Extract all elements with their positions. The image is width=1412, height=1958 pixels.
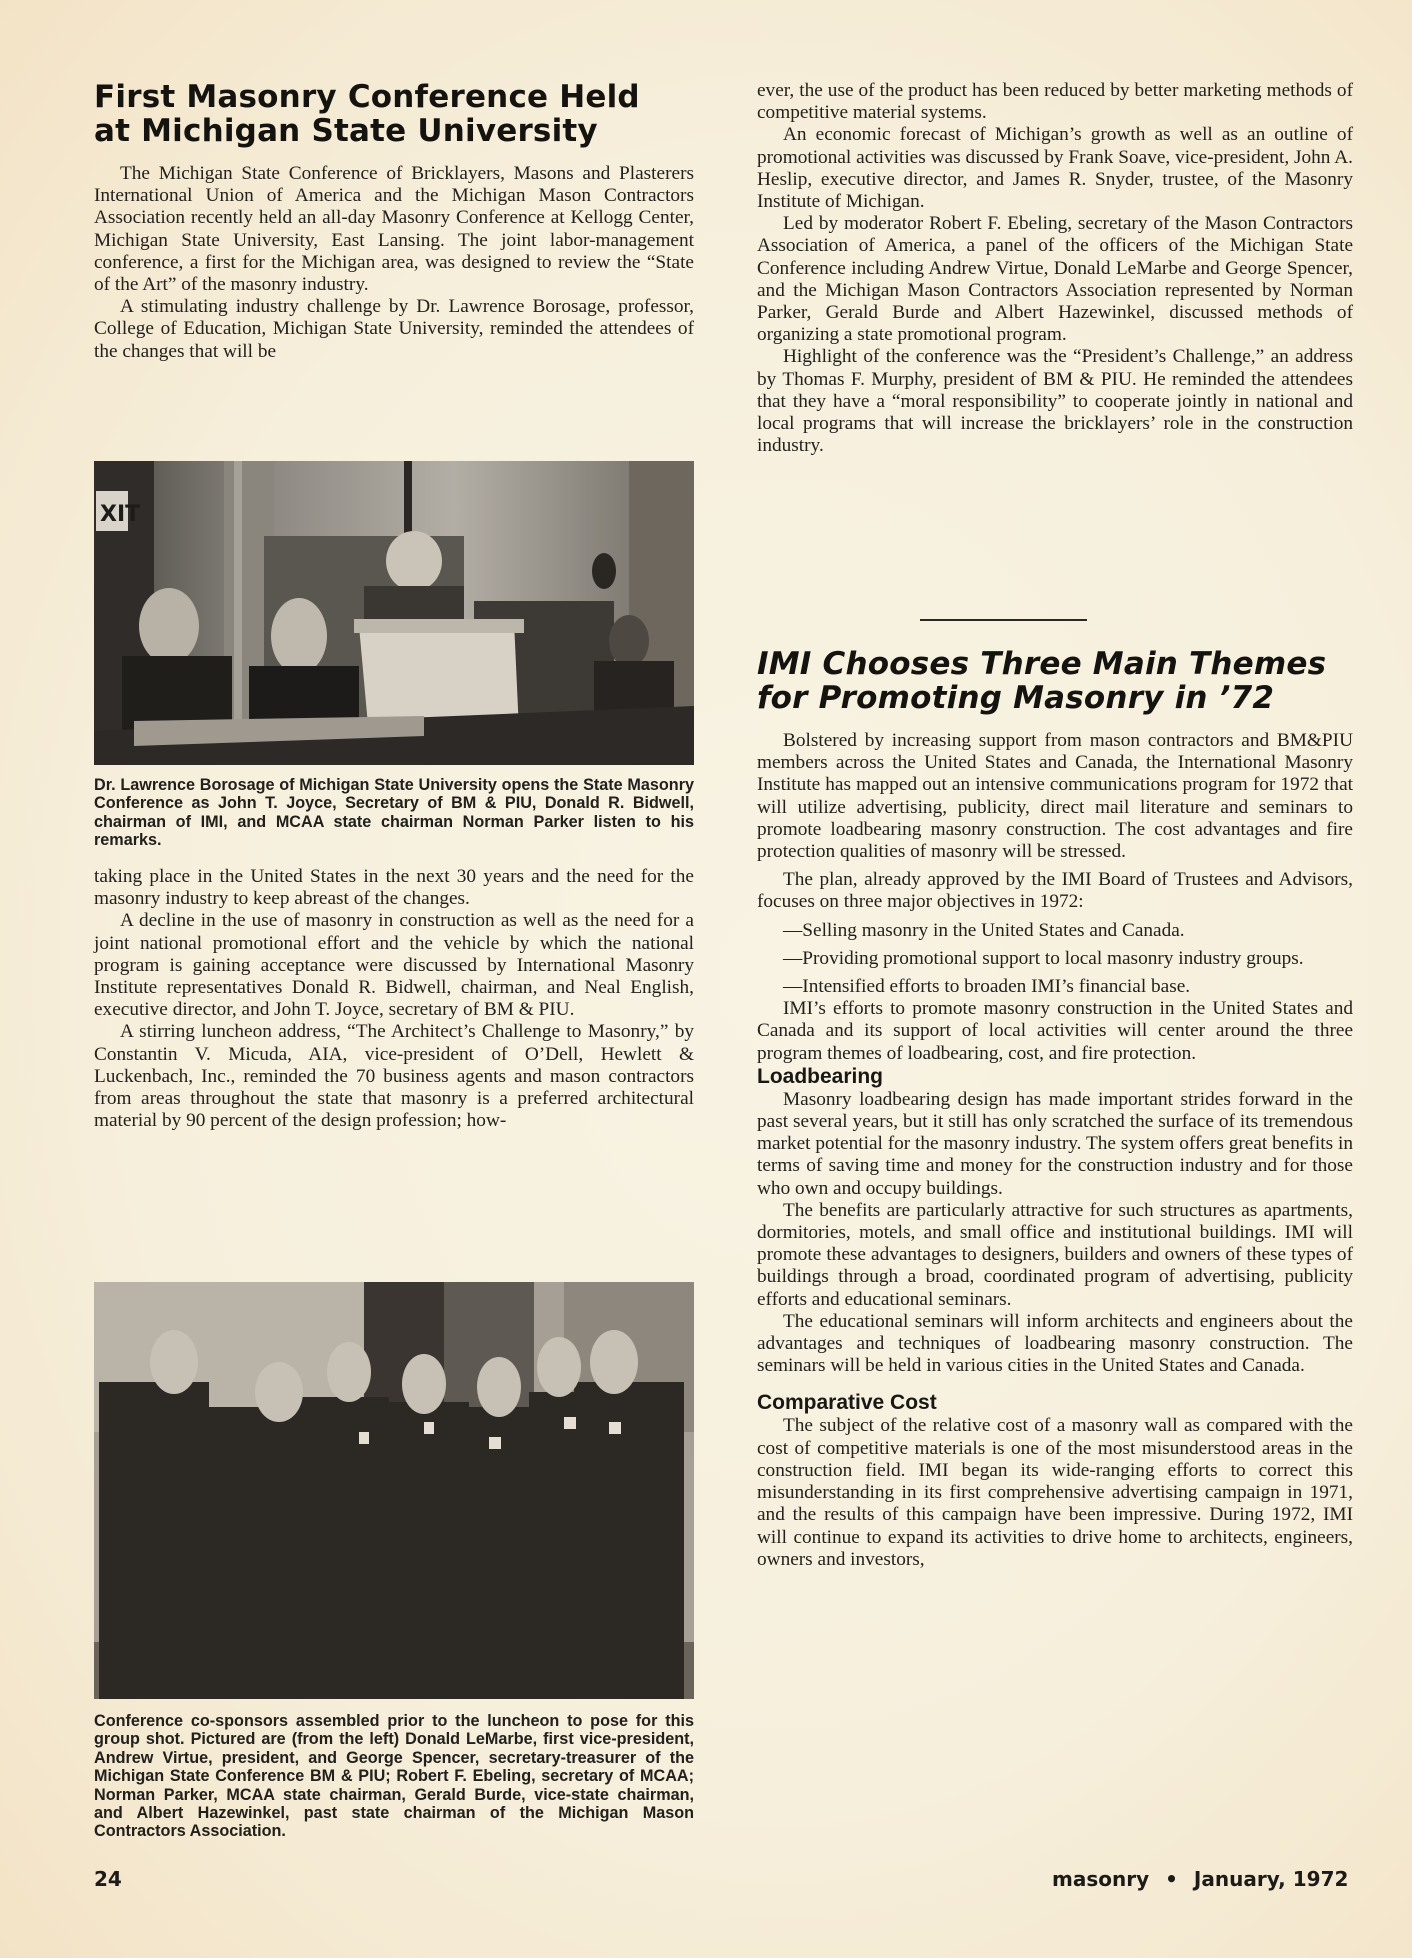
paragraph: A stimulating industry challenge by Dr. Lawrence Borosage, professor, College of Education, Michigan State University, reminded the attendees of the changes that will be <box>94 296 694 362</box>
article2-headline <box>757 647 1353 715</box>
paragraph: Masonry loadbearing design has made important strides forward in the past several years, but it still has only scratched the surface of its tremendous market potential for the masonry industry. The system offers great benefits in terms of saving time and money for the construction industry and for those who own and occupy buildings. <box>757 1088 1353 1199</box>
podium-photo-caption: Dr. Lawrence Borosage of Michigan State University opens the State Masonry Conference as John T. Joyce, Secretary of BM & PIU, Donald R. Bidwell, chairman of IMI, and MCAA state chairman Norman Parker listen to his remarks. <box>94 776 694 850</box>
paragraph: Led by moderator Robert F. Ebeling, secretary of the Mason Contractors Association of America, a panel of the officers of the Michigan State Conference including Andrew Virtue, Donald LeMarbe and George Spencer, and the Michigan Mason Contractors Association represented by Norman Parker, Gerald Burde and Albert Hazewinkel, discussed methods of organizing a state promotional program. <box>757 213 1353 346</box>
headline-line-2: for Promoting Masonry in ’72 <box>757 680 1275 716</box>
article1-headline <box>94 80 694 148</box>
article1-intro <box>94 163 694 363</box>
podium-photo <box>94 461 694 765</box>
bullet-separator-icon: • <box>1165 1867 1178 1891</box>
headline-line-1: First Masonry Conference Held <box>94 79 640 115</box>
paragraph: An economic forecast of Michigan’s growth as well as an outline of promotional activities was discussed by Frank Soave, vice-president, John A. Heslip, executive director, and James R. Snyder, trustee, of the Masonry Institute of Michigan. <box>757 124 1353 213</box>
paragraph: Highlight of the conference was the “President’s Challenge,” an address by Thomas F. Murphy, president of BM & PIU. He reminded the attendees that they have a “moral responsibility” to cooperate jointly in national and local programs that will increase the bricklayers’ role in the construction industry. <box>757 346 1353 457</box>
running-footer <box>1052 1867 1348 1891</box>
paragraph: ever, the use of the product has been reduced by better marketing methods of competitive material systems. <box>757 80 1353 124</box>
paragraph: The benefits are particularly attractive for such structures as apartments, dormitories, motels, and small office and institutional buildings. IMI will promote these advantages to designers, builders and owners of these types of buildings through a broad, coordinated program of advertising, publicity efforts and educational seminars. <box>757 1199 1353 1310</box>
paragraph: A decline in the use of masonry in construction as well as the need for a joint national promotional effort and the vehicle by which the national program is gaining acceptance were discussed by International Masonry Institute representatives Donald R. Bidwell, chairman, and Neal English, executive director, and John T. Joyce, secretary of BM & PIU. <box>94 910 694 1021</box>
paragraph: The plan, already approved by the IMI Board of Trustees and Advisors, focuses on three major objectives in 1972: <box>757 869 1353 913</box>
paragraph: A stirring luncheon address, “The Architect’s Challenge to Masonry,” by Constantin V. Micuda, AIA, vice-president of O’Dell, Hewlett & Luckenbach, Inc., reminded the 70 business agents and mason contractors from areas throughout the state that masonry is a preferred architectural material by 90 percent of the design profession; how- <box>94 1021 694 1132</box>
publication-name: masonry <box>1052 1867 1150 1891</box>
podium-photo-caption-wrap <box>94 776 694 850</box>
section-heading-loadbearing: Loadbearing <box>757 1064 884 1088</box>
podium-photo-illustration <box>94 461 694 765</box>
article-divider <box>920 619 1087 621</box>
headline-line-1: IMI Chooses Three Main Themes <box>757 646 1327 682</box>
group-photo-illustration <box>94 1282 694 1699</box>
headline-line-2: at Michigan State University <box>94 113 598 149</box>
paragraph: taking place in the United States in the next 30 years and the need for the masonry industry to keep abreast of the changes. <box>94 866 694 910</box>
group-photo <box>94 1282 694 1699</box>
paragraph: The Michigan State Conference of Bricklayers, Masons and Plasterers International Union of America and the Michigan Mason Contractors Association recently held an all-day Masonry Conference at Kellogg Center, Michigan State University, East Lansing. The joint labor-management conference, a first for the Michigan area, was designed to review the “State of the Art” of the masonry industry. <box>94 163 694 296</box>
objective-item: —Providing promotional support to local masonry industry groups. <box>783 947 1304 969</box>
paragraph: The educational seminars will inform architects and engineers about the advantages and techniques of loadbearing masonry construction. The seminars will be held in various cities in the United States and Canada. <box>757 1310 1353 1377</box>
issue-date: January, 1972 <box>1193 1867 1349 1891</box>
group-photo-caption: Conference co-sponsors assembled prior to the luncheon to pose for this group shot. Pictured are (from the left) Donald LeMarbe, first vice-president, Andrew Virtue, president, and George Spencer, secretary-treasurer of the Michigan State Conference BM & PIU; Robert F. Ebeling, secretary of MCAA; Norman Parker, MCAA state chairman, Gerald Burde, vice-state chairman, and Albert Hazewinkel, past state chairman of the Michigan Mason Contractors Association. <box>94 1712 694 1841</box>
paragraph: Bolstered by increasing support from mason contractors and BM&PIU members across the United States and Canada, the International Masonry Institute has mapped out an intensive communications program for 1972 that will utilize advertising, publicity, direct mail literature and seminars to promote loadbearing masonry construction. The cost advantages and fire protection qualities of masonry will be stressed. <box>757 730 1353 863</box>
section-heading-comparative-cost: Comparative Cost <box>757 1391 937 1415</box>
objective-item: —Intensified efforts to broaden IMI’s financial base. <box>783 976 1191 998</box>
paragraph: The subject of the relative cost of a masonry wall as compared with the cost of competitive materials is one of the most misunderstood areas in the construction field. IMI began its wide-ranging efforts to correct this misunderstanding in its first comprehensive advertising campaign in 1971, and the results of this campaign have been impressive. During 1972, IMI will continue to expand its activities to drive home to architects, engineers, owners and investors, <box>757 1415 1353 1570</box>
objective-item: —Selling masonry in the United States and Canada. <box>783 919 1185 941</box>
article1-body-after-photo1 <box>94 866 694 1132</box>
exit-sign-text: XIT <box>100 502 141 527</box>
article2-body <box>757 730 1353 1571</box>
page-number: 24 <box>94 1867 122 1891</box>
paragraph: IMI’s efforts to promote masonry construction in the United States and Canada and its support of local activities will center around the three program themes of loadbearing, cost, and fire protection. <box>757 998 1353 1064</box>
group-photo-caption-wrap <box>94 1712 694 1841</box>
article1-continued <box>757 80 1353 457</box>
